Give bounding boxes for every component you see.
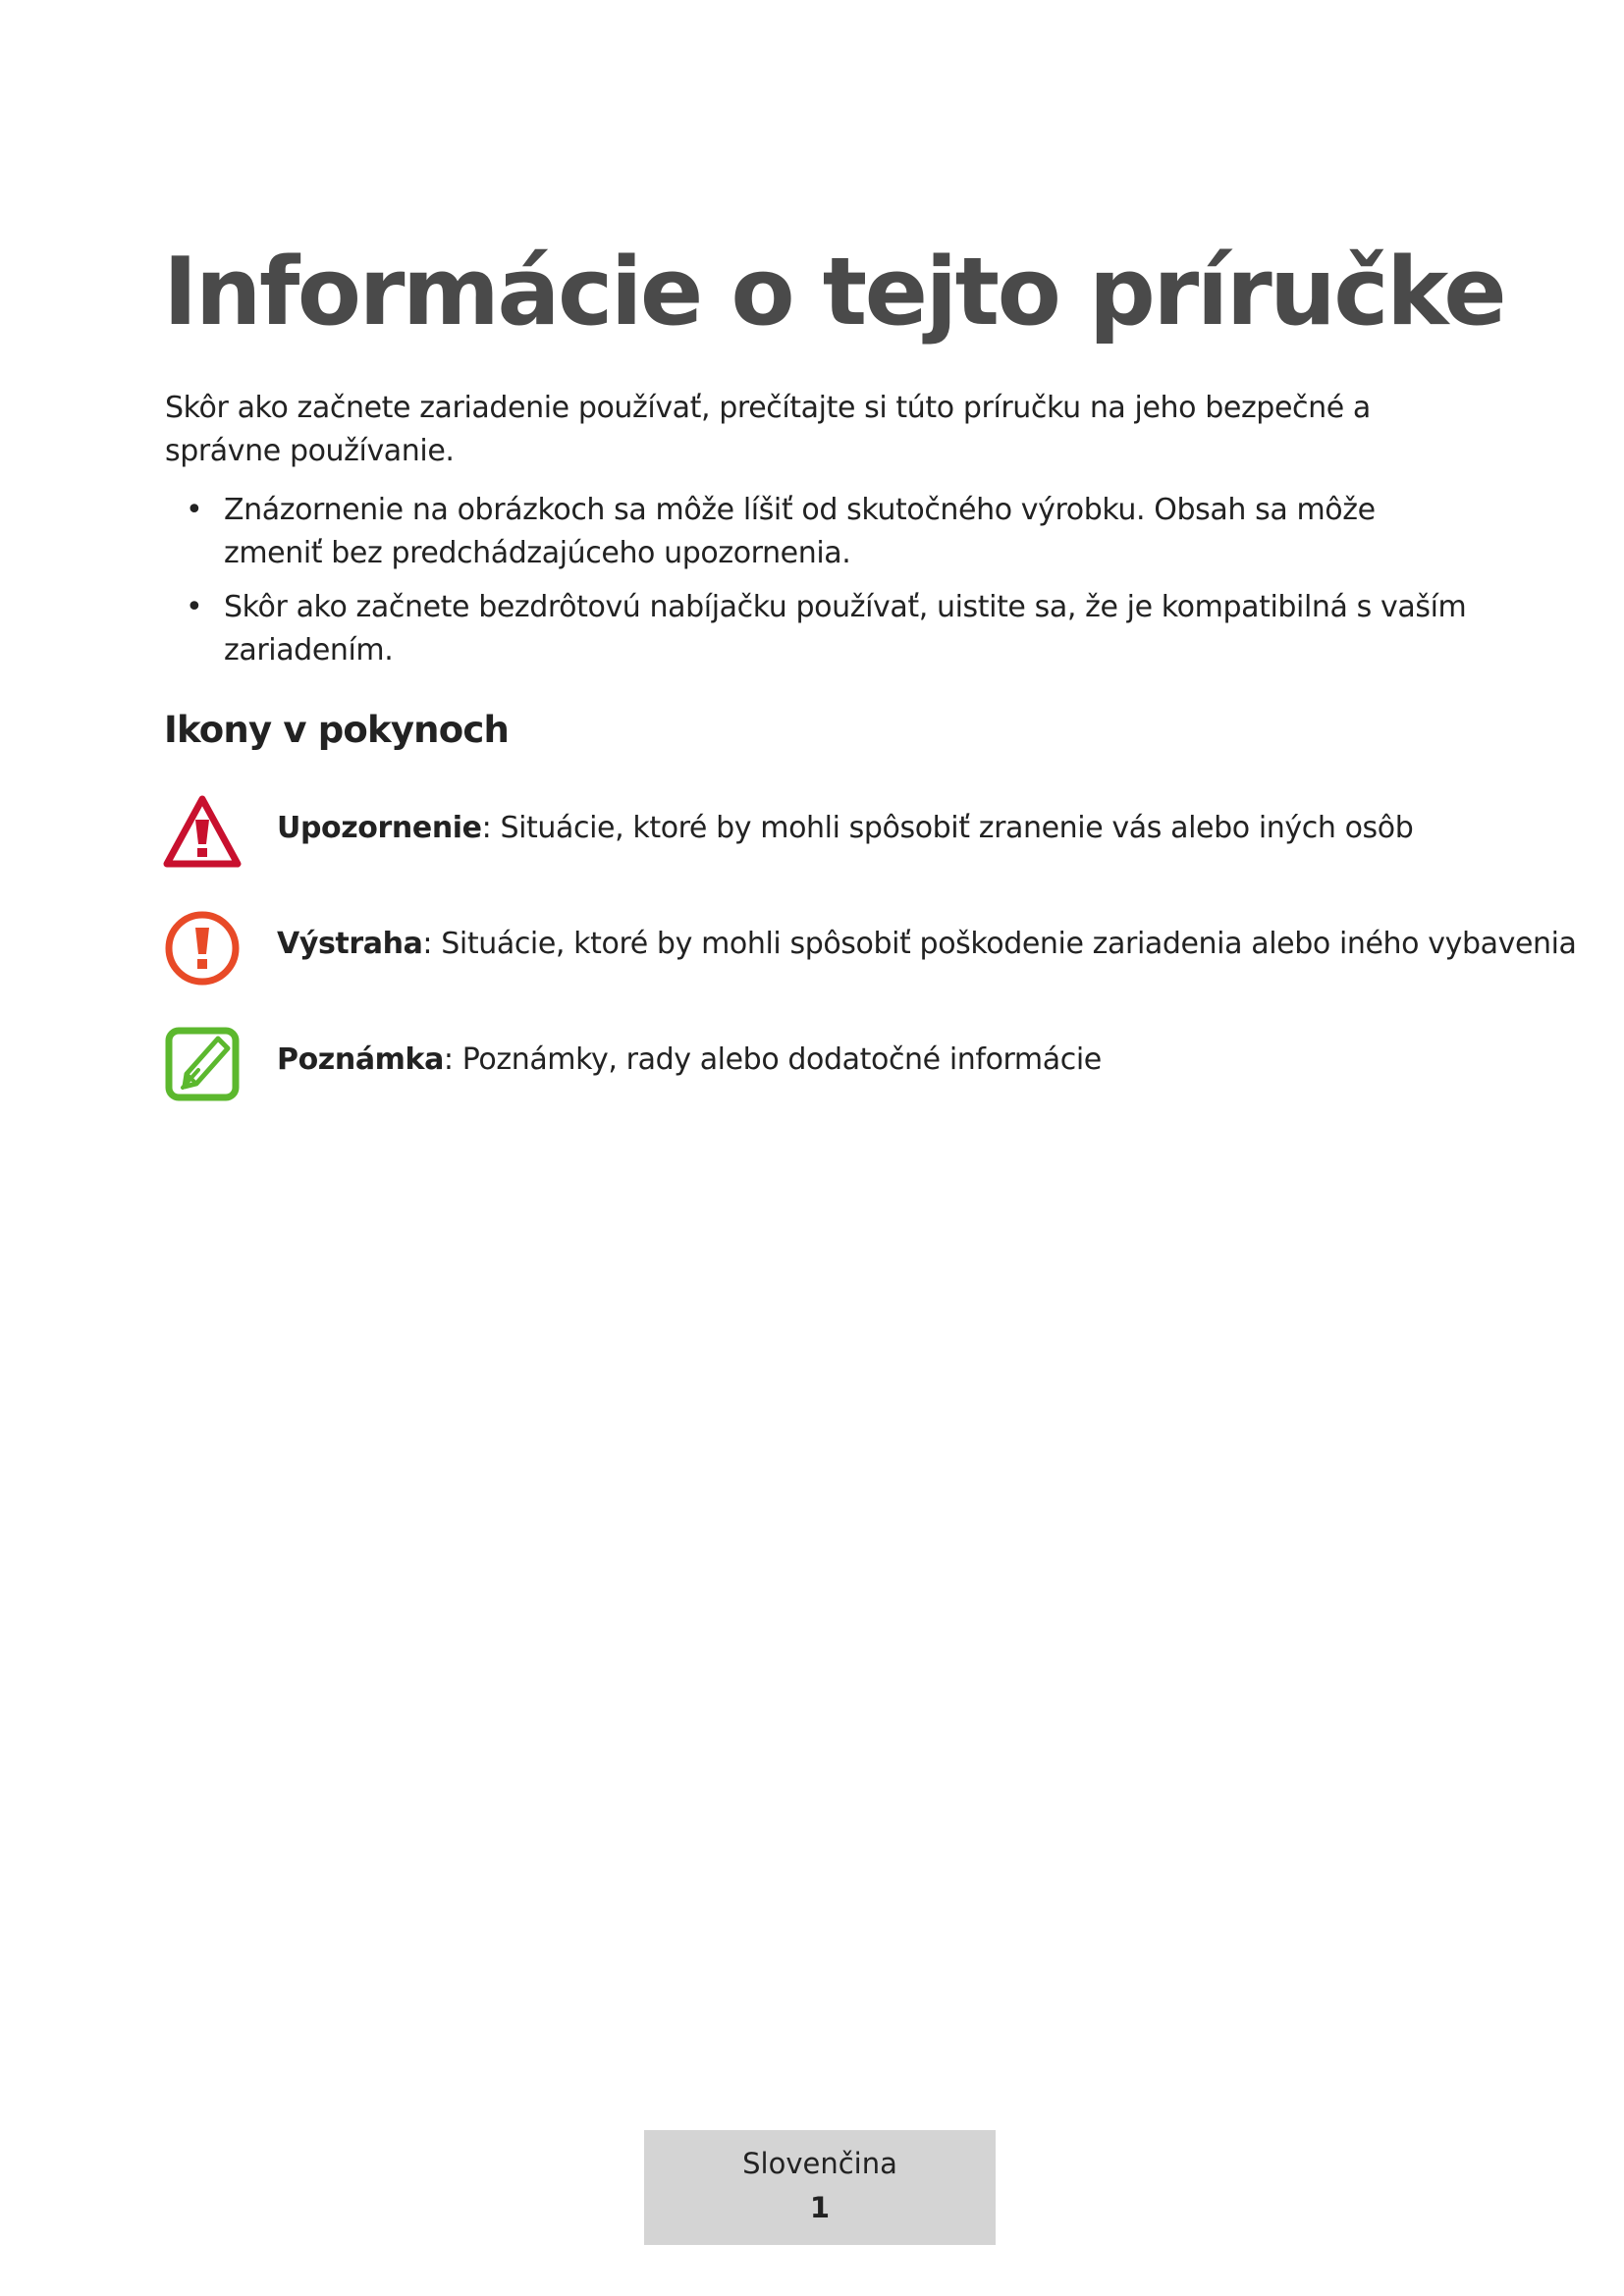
- bullet-marker: •: [186, 493, 203, 527]
- icon-legend-text: [277, 1039, 1102, 1082]
- icon-legend-caution: [163, 909, 1577, 991]
- warning-triangle-icon: [163, 793, 242, 872]
- icon-legend-separator: :: [443, 1042, 454, 1077]
- note-pencil-icon: [163, 1025, 242, 1103]
- icon-legend-separator: :: [481, 811, 492, 845]
- icon-legend-description: Situácie, ktoré by mohli spôsobiť poškodenie zariadenia alebo iného vybavenia: [432, 927, 1577, 961]
- page-footer: [644, 2130, 996, 2245]
- footer-page-number: 1: [809, 2191, 831, 2224]
- icon-legend-label: Poznámka: [277, 1042, 444, 1077]
- footer-language: Slovenčina: [742, 2147, 897, 2180]
- icon-legend-separator: :: [422, 927, 433, 961]
- icon-legend-text: [277, 923, 1577, 966]
- icon-legend-text: [277, 807, 1413, 850]
- bullet-item: [165, 489, 1481, 575]
- caution-circle-icon: [163, 909, 242, 988]
- icon-legend-note: [163, 1025, 1538, 1107]
- bullet-list: [165, 489, 1481, 683]
- icon-legend-warning: [163, 793, 1538, 876]
- bullet-marker: •: [186, 590, 203, 624]
- intro-paragraph: Skôr ako začnete zariadenie používať, prečítajte si túto príručku na jeho bezpečné a správne používanie.: [165, 391, 1371, 468]
- icon-legend-description: Poznámky, rady alebo dodatočné informácie: [453, 1042, 1102, 1077]
- icon-legend-label: Upozornenie: [277, 811, 482, 845]
- bullet-item: [165, 586, 1481, 672]
- bullet-text: Skôr ako začnete bezdrôtovú nabíjačku používať, uistite sa, že je kompatibilná s vaším zariadením.: [224, 590, 1467, 667]
- icon-legend-description: Situácie, ktoré by mohli spôsobiť zranenie vás alebo iných osôb: [491, 811, 1414, 845]
- icon-legend-label: Výstraha: [277, 927, 423, 961]
- section-heading: Ikony v pokynoch: [164, 709, 510, 751]
- page-title: Informácie o tejto príručke: [163, 239, 1505, 347]
- bullet-text: Znázornenie na obrázkoch sa môže líšiť od skutočného výrobku. Obsah sa môže zmeniť bez predchádzajúceho upozornenia.: [224, 493, 1376, 570]
